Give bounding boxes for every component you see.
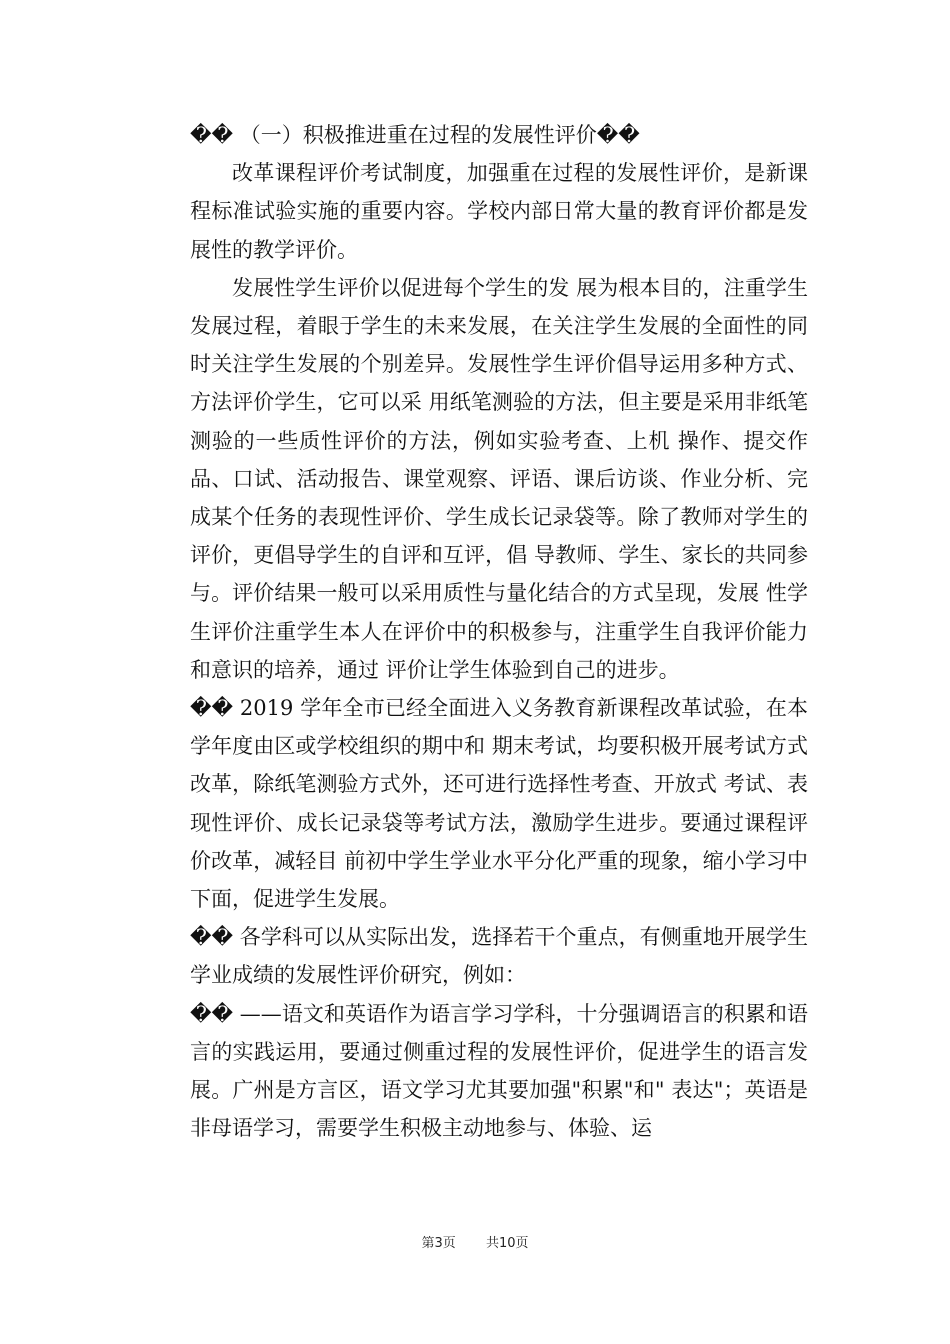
paragraph-4: �� 各学科可以从实际出发，选择若干个重点，有侧重地开展学生学业成绩的发展性评价研究，例如： <box>190 925 808 988</box>
paragraph-2: 发展性学生评价以促进每个学生的发 展为根本目的，注重学生发展过程，着眼于学生的未来发展，在关注学生发展的全面性的同 时关注学生发展的个别差异。发展性学生评价倡导运用多种方式、方法评价学生，它可以采 用纸笔测验的方法，但主要是采用非纸笔测验的一些质性评价的方法，例如实验考查、上机 操作、提交作品、口试、活动报告、课堂观察、评语、课后访谈、作业分析、完成某个任务的表现性评价、学生成长记录袋等。除了教师对学生的评价，更倡导学生的自评和互评，倡 导教师、学生、家长的共同参与。评价结果一般可以采用质性与量化结合的方式呈现，发展 性学生评价注重学生本人在评价中的积极参与，注重学生自我评价能力和意识的培养，通过 评价让学生体验到自己的进步。 <box>190 275 808 682</box>
section-heading: �� （一）积极推进重在过程的发展性评价�� <box>190 123 640 147</box>
paragraph-3: �� 2019 学年全市已经全面进入义务教育新课程改革试验，在本学年度由区或学校组织的期中和 期末考试，均要积极开展考试方式改革，除纸笔测验方式外，还可进行选择性考查、开放式 考试、表现性评价、成长记录袋等考试方法，激励学生进步。要通过课程评价改革，减轻目 前初中学生学业水平分化严重的现象，缩小学习中下面，促进学生发展。 <box>190 696 808 912</box>
document-body <box>190 116 808 1147</box>
paragraph-5: �� ——语文和英语作为语言学习学科，十分强调语言的积累和语言的实践运用，要通过侧重过程的发展性评价，促进学生的语言发展。广州是方言区，语文学习尤其要加强"积累"和" 表达"；英语是非母语学习，需要学生积极主动地参与、体验、运 <box>190 1001 808 1141</box>
total-pages: 共10页 <box>486 1236 529 1251</box>
page-number: 第3页 <box>421 1236 456 1251</box>
page-footer <box>0 1232 950 1251</box>
paragraph-1: 改革课程评价考试制度，加强重在过程的发展性评价，是新课程标准试验实施的重要内容。学校内部日常大量的教育评价都是发展性的教学评价。 <box>190 161 808 262</box>
